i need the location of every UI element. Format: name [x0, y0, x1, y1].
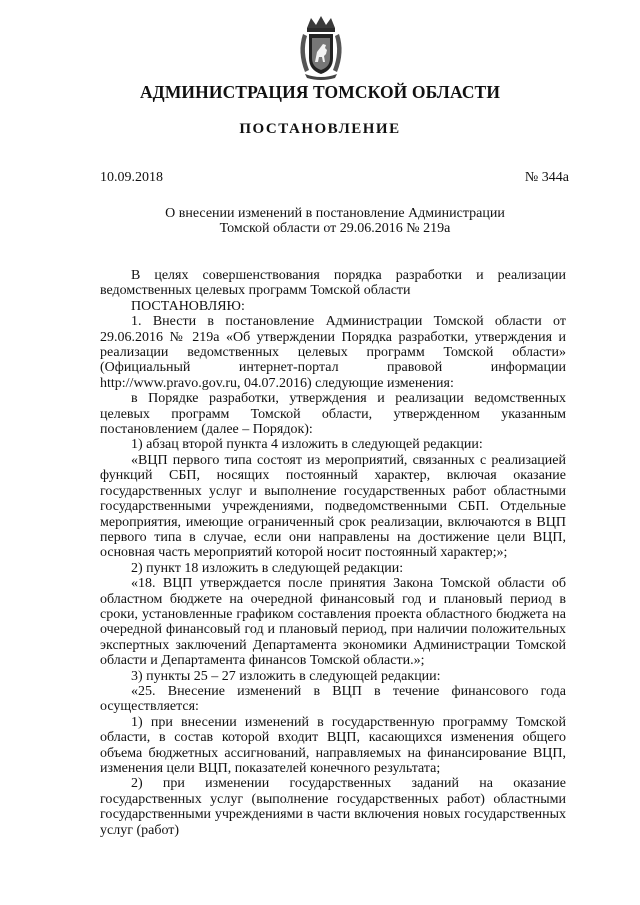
- paragraph: 3) пункты 25 – 27 изложить в следующей редакции:: [131, 668, 441, 684]
- paragraph: 1) абзац второй пункта 4 изложить в следующей редакции:: [131, 437, 483, 453]
- paragraph: «ВЦП первого типа состоят из мероприятий, связанных с реализацией функций СБП, носящих постоянный характер, включая оказание государственных услуг и выполнение государственных работ областными государственными учреждениями, подведомственными СБП. Отдельные мероприятия, имеющие ограниченный срок реализации, включаются в ВЦП первого типа в случае, если они направлены на достижение цели ВЦП, основная часть мероприятий которой носит постоянный характер;»;: [100, 452, 566, 561]
- coat-of-arms-icon: [297, 14, 345, 80]
- document-type: ПОСТАНОВЛЕНИЕ: [239, 121, 401, 137]
- paragraph: 1) при внесении изменений в государственную программу Томской области, в состав которой входит ВЦП, касающихся изменения общего объема бюджетных ассигнований, направляемых на финансирование ВЦП, изменения цели ВЦП, показателей конечного результата;: [100, 714, 566, 776]
- paragraph: 1. Внести в постановление Администрации Томской области от 29.06.2016 № 219а «Об утверждении Порядка разработки, утверждения и реализации ведомственных целевых программ Томской области» (Официальный интернет-портал правовой информации http://www.pravo.gov.ru, 04.07.2016) следующие изменения:: [100, 314, 566, 391]
- subject-line: О внесении изменений в постановление Администрации: [165, 206, 505, 221]
- paragraph: 2) при изменении государственных заданий на оказание государственных услуг (выполнение государственных работ) областными государственными учреждениями в части включения новых государственных услуг (работ): [100, 776, 566, 838]
- subject-line: Томской области от 29.06.2016 № 219а: [219, 221, 451, 237]
- paragraph: «25. Внесение изменений в ВЦП в течение финансового года осуществляется:: [100, 683, 566, 715]
- document-number: № 344а: [524, 170, 569, 185]
- paragraph: «18. ВЦП утверждается после принятия Закона Томской области об областном бюджете на очередной финансовый год и плановый период в сроки, установленные графиком составления проекта областного бюджета на очередной финансовый год и плановый период, при наличии положительных экспертных заключений Департамента экономики Администрации Томской области и Департамента финансов Томской области.»;: [100, 576, 566, 669]
- paragraph: В целях совершенствования порядка разработки и реализации ведомственных целевых программ Томской области: [100, 268, 566, 299]
- organization-title: АДМИНИСТРАЦИЯ ТОМСКОЙ ОБЛАСТИ: [139, 82, 501, 102]
- paragraph: ПОСТАНОВЛЯЮ:: [131, 298, 245, 314]
- document-date: 10.09.2018: [100, 170, 163, 185]
- document-subject: [150, 206, 520, 237]
- document-body: [100, 268, 566, 838]
- paragraph: в Порядке разработки, утверждения и реализации ведомственных целевых программ Томской области, утвержденном указанным постановлением (далее – Порядок):: [100, 391, 566, 438]
- paragraph: 2) пункт 18 изложить в следующей редакции:: [131, 560, 404, 576]
